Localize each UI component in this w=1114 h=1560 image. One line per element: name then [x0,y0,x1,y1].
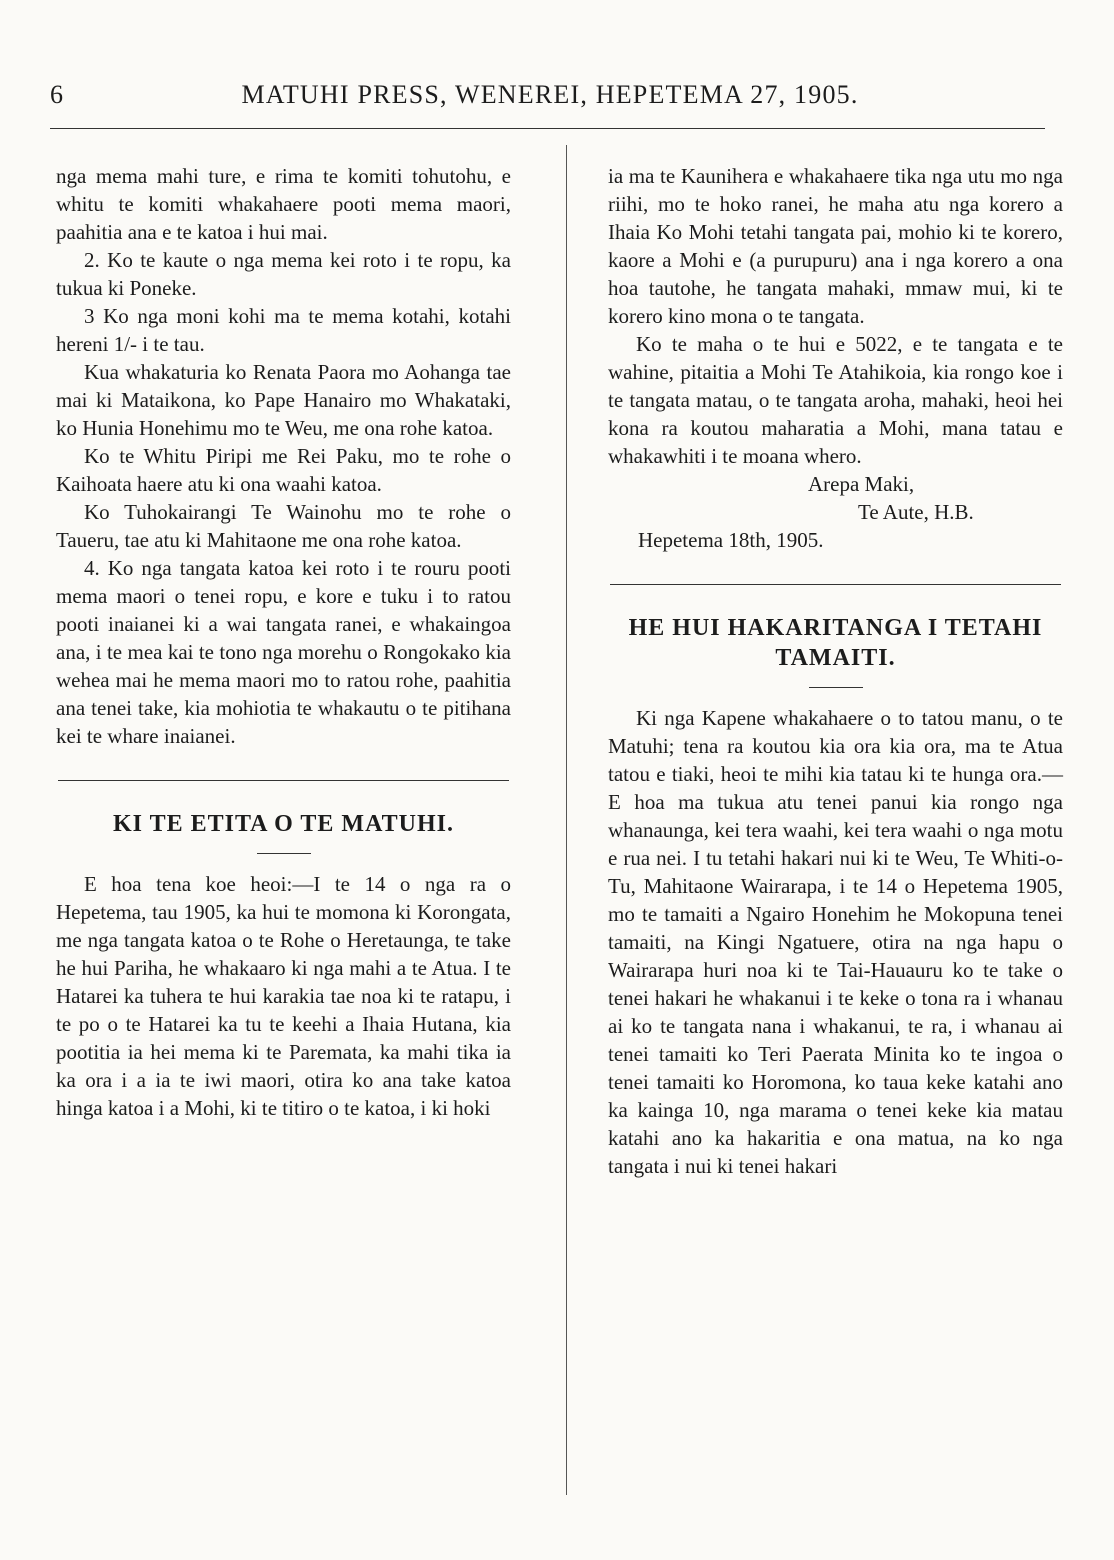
paragraph: Ko Tuhokairangi Te Wainohu mo te rohe o Taueru, tae atu ki Mahitaone me ona rohe katoa. [56,500,511,552]
signature-place: Te Aute, H.B. [858,500,974,524]
page-number: 6 [50,80,63,109]
column-divider [566,145,567,1495]
article-heading: HE HUI HAKARITANGA I TETAHI TAMAITI. [628,615,1043,671]
paragraph: 3 Ko nga moni kohi ma te mema kotahi, kotahi hereni 1/- i te tau. [56,304,511,356]
article-paragraph: Ki nga Kapene whakahaere o to tatou manu, o te Matuhi; tena ra koutou kia ora kia ora, ma te Atua tatou e tiaki, heoi te mihi kia tatau ki te hunga ora.—E hoa ma tukua atu tenei panui kia rongo nga whanaunga, kei tera waahi, kei tera waahi o nga motu e rua nei. I tu tetahi hakari nui ki te Weu, Te Whiti-o-Tu, Mahitaone Wairarapa, i te 14 o Hepetema 1905, mo te tamaiti a Ngairo Honehim he Mokopuna tenei tamaiti, na Kingi Ngatuere, otira na nga hapu o Wairarapa huri noa ki te Tai-Hauauru ko te take o tenei hakari he whakanui i te keke o tona ra i whanau ai ko te tangata nana i whakanui, te ra, i whanau ai tenei tamaiti ko Teri Paerata Minita ko te ingoa o tenei tamaiti ko Horomona, ko taua keke katahi ano ka kainga 10, nga marama o tenei keke kia matau katahi ano ka hakaritia e ona matua, na ko nga tangata i nui ki tenei hakari [608,706,1063,1178]
letter-heading: KI TE ETITA O TE MATUHI. [113,811,454,837]
page-header [50,80,1050,120]
paragraph: 2. Ko te kaute o nga mema kei roto i te ropu, ka tukua ki Poneke. [56,248,511,300]
paragraph: Ko te maha o te hui e 5022, e te tangata e te wahine, pitaitia a Mohi Te Atahikoia, kia rongo koe i te tangata matau, o te tangata aroha, mahaki, heoi hei kona ra koutou maharatia a Mohi, mana tatau e whakawhiti i te moana whero. [608,332,1063,468]
signature-name: Arepa Maki, [808,472,915,496]
paragraph: 4. Ko nga tangata katoa kei roto i te rouru pooti mema maori o tenei ropu, e kore e tuku i to ratou pooti inaianei ki a wai tangata ranei, e whakaingoa ana, i te mea kai te tono nga morehu o Rongokako kia wehea mai he mema maori mo to ratou rohe, paahitia ana tenei take, kia mohiotia te whakautu o te pitihana kei te whare inaianei. [56,556,511,748]
right-column [608,162,1063,1180]
left-column [56,162,511,1122]
section-rule [610,584,1061,585]
paragraph: ia ma te Kaunihera e whakahaere tika nga utu mo nga riihi, mo te hoko ranei, he maha atu nga korero a Ihaia Ko Mohi tetahi tangata pai, mohio ki te korero, kaore a Mohi e (a purupuru) ana i nga korero a ona hoa tautohe, he tangata mahaki, mmaw mui, ki te korero kino mona o te tangata. [608,164,1063,328]
paragraph: Kua whakaturia ko Renata Paora mo Aohanga tae mai ki Mataikona, ko Pape Hanairo mo Whakataki, ko Hunia Honehimu mo te Weu, me ona rohe katoa. [56,360,511,440]
signature-date: Hepetema 18th, 1905. [638,528,824,552]
short-rule [257,853,311,854]
running-head: MATUHI PRESS, WENEREI, HEPETEMA 27, 1905. [241,80,859,109]
paragraph: nga mema mahi ture, e rima te komiti tohutohu, e whitu te komiti whakahaere pooti mema maori, paahitia ana e te katoa i hui mai. [56,164,511,244]
paragraph: Ko te Whitu Piripi me Rei Paku, mo te rohe o Kaihoata haere atu ki ona waahi katoa. [56,444,511,496]
header-rule [50,128,1045,129]
section-rule [58,780,509,781]
short-rule [809,687,863,688]
letter-paragraph: E hoa tena koe heoi:—I te 14 o nga ra o Hepetema, tau 1905, ka hui te momona ki Korongata, me nga tangata katoa o te Rohe o Heretaunga, te take he hui Pariha, he whakaaro ki nga mahi a te Atua. I te Hatarei ka tuhera te hui karakia tae noa ki te ratapu, i te po o te Hatarei ka tu te keehi a Ihaia Hutana, kia pootitia ia hei mema ki te Paremata, ka mahi tika ia ka ora i a ia te iwi maori, otira ko ana take katoa hinga katoa i a Mohi, ki te titiro o te katoa, i ki hoki [56,872,511,1120]
